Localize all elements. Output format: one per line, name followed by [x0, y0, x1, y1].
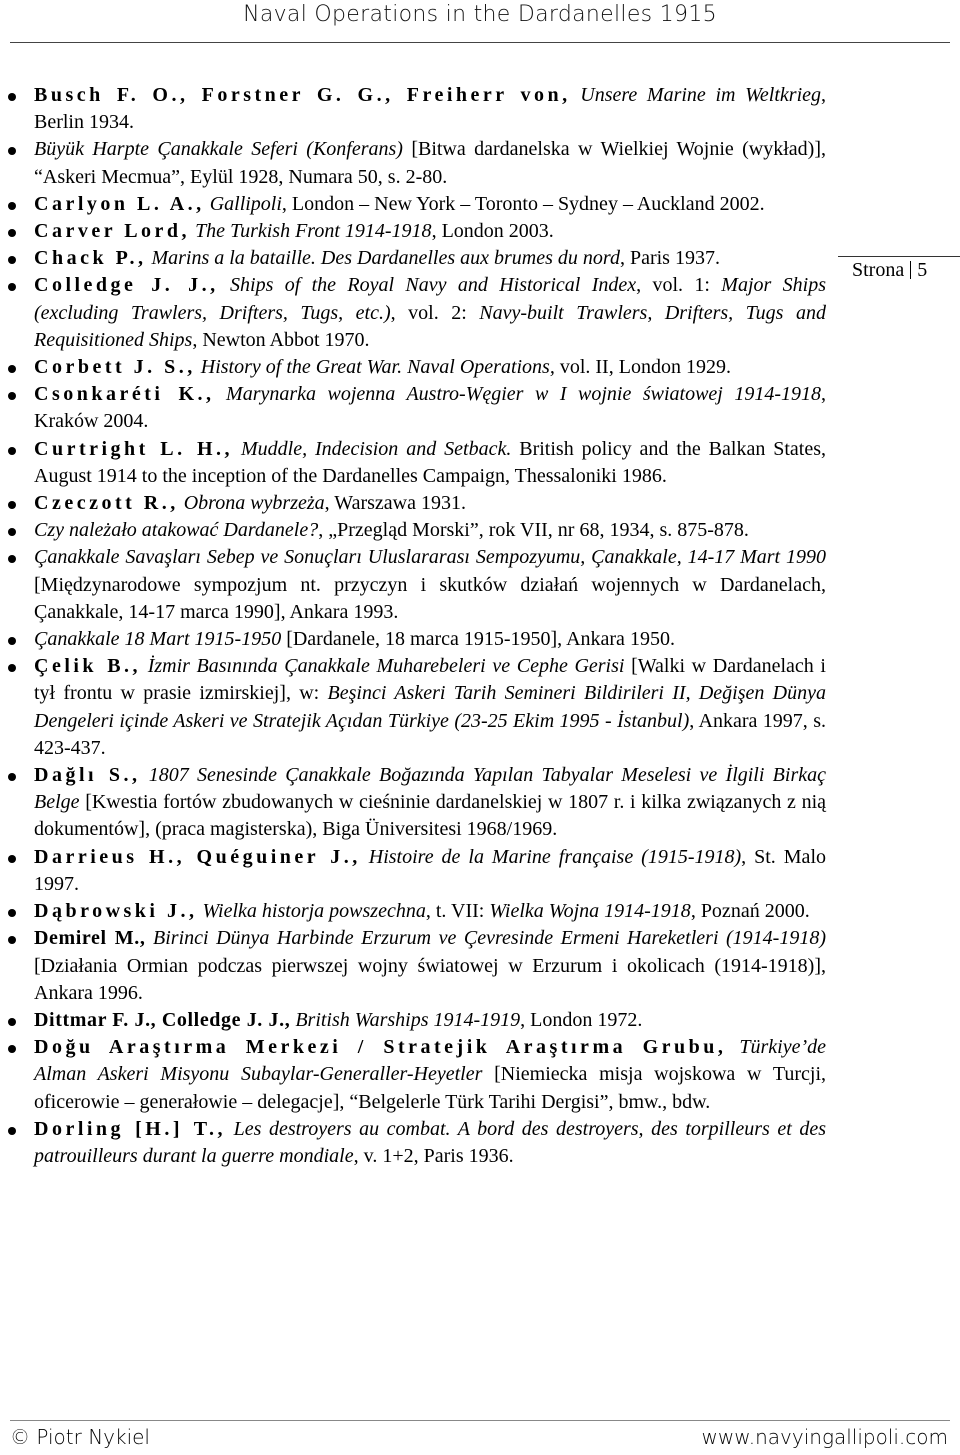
bibliography-entry: Corbett J. S., History of the Great War. Naval Operations, vol. II, London 1929.	[0, 354, 826, 381]
bibliography-entry: Doğu Araştırma Merkezi / Stratejik Araştırma Grubu, Türkiye’de Alman Askeri Misyonu Subaylar-Generaller-Heyetler [Niemiecka misja wojskowa w Turcji, oficerowie – generałowie – delegacje], “Belgelerle Türk Tarihi Dergisi”, bmw., bdw.	[0, 1034, 826, 1116]
bibliography-entry: Dorling [H.] T., Les destroyers au combat. A bord des destroyers, des torpilleurs et des patrouilleurs durant la guerre mondiale, v. 1+2, Paris 1936.	[0, 1116, 826, 1170]
bibliography-entry: Dąbrowski J., Wielka historja powszechna, t. VII: Wielka Wojna 1914-1918, Poznań 2000.	[0, 898, 826, 925]
bibliography-entry: Chack P., Marins a la bataille. Des Dardanelles aux brumes du nord, Paris 1937.	[0, 245, 826, 272]
bibliography-entry: Çanakkale Savaşları Sebep ve Sonuçları Uluslararası Sempozyumu, Çanakkale, 14-17 Mart 1990 [Międzynarodowe sympozjum nt. przyczyn i skutków działań wojennych w Dardanelach, Çanakkale, 14-17 marca 1990], Ankara 1993.	[0, 544, 826, 626]
page-label-separator	[910, 261, 911, 279]
bibliography-entry: Dağlı S., 1807 Senesinde Çanakkale Boğazında Yapılan Tabyalar Meselesi ve İlgili Birkaç Belge [Kwestia fortów zbudowanych w cieśninie dardanelskiej w 1807 r. i kilka związanych z nią dokumentów], (praca magisterska), Biga Üniversitesi 1968/1969.	[0, 762, 826, 844]
bibliography-entry: Czy należało atakować Dardanele?, „Przegląd Morski”, rok VII, nr 68, 1934, s. 875-878.	[0, 517, 826, 544]
header-rule	[10, 42, 950, 43]
bibliography-entry: Czeczott R., Obrona wybrzeża, Warszawa 1931.	[0, 490, 826, 517]
bibliography-entry: Büyük Harpte Çanakkale Seferi (Konferans) [Bitwa dardanelska w Wielkiej Wojnie (wykład)], “Askeri Mecmua”, Eylül 1928, Numara 50, s. 2-80.	[0, 136, 826, 190]
bibliography-entry: Demirel M., Birinci Dünya Harbinde Erzurum ve Çevresinde Ermeni Hareketleri (1914-1918) [Działania Ormian podczas pierwszej wojny światowej w Erzurum i okolicach (1914-1918)], Ankara 1996.	[0, 925, 826, 1007]
page-header-title: Naval Operations in the Dardanelles 1915	[243, 2, 717, 27]
bibliography-list	[0, 82, 826, 1170]
bibliography-entry: Darrieus H., Quéguiner J., Histoire de la Marine française (1915-1918), St. Malo 1997.	[0, 844, 826, 898]
bibliography-entry: Carver Lord, The Turkish Front 1914-1918, London 2003.	[0, 218, 826, 245]
page-number: 5	[917, 259, 928, 281]
bibliography-entry: Busch F. O., Forstner G. G., Freiherr von, Unsere Marine im Weltkrieg, Berlin 1934.	[0, 82, 826, 136]
bibliography-entry: Carlyon L. A., Gallipoli, London – New York – Toronto – Sydney – Auckland 2002.	[0, 191, 826, 218]
bibliography-entry: Çelik B., İzmir Basınında Çanakkale Muharebeleri ve Cephe Gerisi [Walki w Dardanelach i tył frontu w prasie izmirskiej], w: Beşinci Askeri Tarih Semineri Bildirileri II, Değişen Dünya Dengeleri içinde Askeri ve Stratejik Açıdan Türkiye (23-25 Ekim 1995 - İstanbul), Ankara 1997, s. 423-437.	[0, 653, 826, 762]
bibliography-entry: Csonkaréti K., Marynarka wojenna Austro-Węgier w I wojnie światowej 1914-1918, Kraków 2004.	[0, 381, 826, 435]
bibliography-entry: Çanakkale 18 Mart 1915-1950 [Dardanele, 18 marca 1915-1950], Ankara 1950.	[0, 626, 826, 653]
bibliography-entry: Curtright L. H., Muddle, Indecision and Setback. British policy and the Balkan States, August 1914 to the inception of the Dardanelles Campaign, Thessaloniki 1986.	[0, 436, 826, 490]
footer-author: © Piotr Nykiel	[10, 1425, 150, 1449]
page-label-text: Strona	[852, 259, 905, 281]
bibliography-entry: Dittmar F. J., Colledge J. J., British Warships 1914-1919, London 1972.	[0, 1007, 826, 1034]
bibliography-entry: Colledge J. J., Ships of the Royal Navy and Historical Index, vol. 1: Major Ships (excluding Trawlers, Drifters, Tugs, etc.), vol. 2: Navy-built Trawlers, Drifters, Tugs and Requisitioned Ships, Newton Abbot 1970.	[0, 272, 826, 354]
footer-site-link[interactable]: www.navyingallipoli.com	[701, 1425, 948, 1449]
page-number-label	[838, 256, 960, 282]
footer-rule	[10, 1420, 950, 1421]
